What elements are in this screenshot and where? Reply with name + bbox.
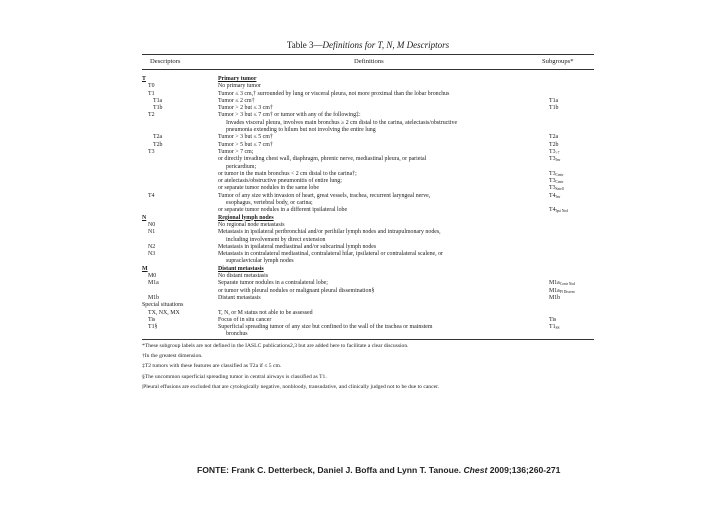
descriptor-cell: N1 [148, 229, 156, 236]
table-row [142, 149, 594, 156]
definition-cell: or tumor in the main bronchus < 2 cm distal to the carina†; [218, 170, 357, 177]
table-row [142, 229, 594, 236]
subgroup-label: T2b [549, 141, 559, 148]
descriptor-cell: M [142, 265, 148, 272]
definition-cell: bronchus [226, 331, 248, 338]
table-row [142, 331, 594, 338]
table-row [142, 222, 594, 229]
definition-cell: Distant metastasis [218, 294, 261, 301]
subgroup-label: M1b [549, 294, 561, 301]
table-row [142, 193, 594, 200]
source-suffix: 2009;136;260-271 [489, 465, 561, 475]
footnote: |Pleural effusions are excluded that are cytologically negative, nonbloody, transudative, and clinically judged not to be due to cancer. [142, 383, 440, 390]
subgroup-label: M1a [549, 287, 560, 294]
table-row [142, 288, 594, 295]
descriptor-cell: Tis [148, 316, 156, 323]
definition-cell: Superficial spreading tumor of any size but confined to the wall of the trachea or mainstem [218, 324, 433, 331]
descriptor-cell: M1a [148, 280, 159, 287]
descriptor-cell: T1§ [148, 324, 158, 331]
descriptor-cell: TX, NX, MX [148, 309, 180, 316]
descriptor-cell: N0 [148, 221, 156, 228]
table-row [142, 164, 594, 171]
definition-cell: Separate tumor nodules in a contralateral lobe; [218, 280, 328, 287]
table-row [142, 302, 594, 309]
footnote: ‡T2 tumors with these features are classified as T2a if ≤ 5 cm. [142, 363, 282, 370]
table-header [142, 54, 594, 70]
descriptor-cell: N2 [148, 243, 156, 250]
descriptor-cell: N [142, 214, 147, 221]
table-row [142, 324, 594, 331]
definition-cell: Regional lymph nodes [218, 214, 274, 221]
definition-cell: Tumor ≤ 3 cm,† surrounded by lung or visceral pleura, not more proximal than the lobar bronchus [218, 90, 450, 97]
definition-cell: or separate tumor nodules in the same lobe [218, 185, 319, 192]
definition-cell: Tumor > 5 but ≤ 7 cm† [218, 141, 273, 148]
source-prefix: FONTE: Frank C. Detterbeck, Daniel J. Boffa and Lynn T. Tanoue. [197, 465, 462, 475]
table-row [142, 244, 594, 251]
table-row [142, 134, 594, 141]
table-row [142, 112, 594, 119]
descriptor-cell: T0 [148, 83, 155, 90]
table-page [142, 40, 594, 391]
table-title-prefix: Table 3— [286, 40, 323, 50]
table-row [142, 76, 594, 83]
footnote: *These subgroup labels are not defined in the IASLC publications2,3 but are added here to facilitate a clear discussion. [142, 342, 409, 349]
definition-cell: Primary tumor [218, 76, 257, 82]
subgroup-label: T2a [549, 134, 559, 141]
table-row [142, 171, 594, 178]
definition-cell: supraclavicular lymph nodes [226, 258, 294, 265]
subgroup-cell [549, 98, 558, 105]
table-row [142, 295, 594, 302]
definition-cell: pericardium; [226, 163, 257, 170]
table-row [142, 237, 594, 244]
table-row [142, 142, 594, 149]
subgroup-subscript: SS [555, 326, 560, 331]
table-row [142, 98, 594, 105]
table-row [142, 127, 594, 134]
definition-cell: Invades visceral pleura, involves main bronchus ≥ 2 cm distal to the carina, atelectasis/obstructive [226, 119, 458, 126]
subgroup-label: Tis [549, 316, 557, 323]
table-title [142, 40, 594, 50]
table-row [142, 91, 594, 98]
header-definitions: Definitions [354, 58, 384, 65]
descriptor-cell: M0 [148, 273, 157, 280]
header-descriptors: Descriptors [150, 58, 181, 65]
table-row [142, 215, 594, 222]
table-title-italic: Definitions for T, N, M Descriptors [322, 40, 450, 50]
descriptor-cell: T1a [153, 97, 163, 104]
subgroup-label: T4 [549, 207, 556, 214]
descriptor-cell: N3 [148, 251, 156, 258]
table-row [142, 185, 594, 192]
subgroup-cell [549, 317, 556, 324]
subgroup-label: T1b [549, 105, 559, 112]
subgroup-label: T3 [549, 185, 556, 192]
definition-cell: Tumor > 3 but ≤ 7 cm† or tumor with any of the following‡: [218, 112, 361, 119]
definition-cell: Metastasis in contralateral mediastinal, contralateral hilar, ipsilateral or contralateral scalene, or [218, 251, 443, 258]
definition-cell: Tumor of any size with invasion of heart, great vessels, trachea, recurrent laryngeal nerve, [218, 192, 431, 199]
table-row [142, 200, 594, 207]
subgroup-subscript: >7 [555, 150, 560, 155]
subgroup-label: T1a [549, 97, 559, 104]
definition-cell: Metastasis in ipsilateral mediastinal and/or subcarinal lymph nodes [218, 243, 377, 250]
table-row [142, 120, 594, 127]
table-row [142, 251, 594, 258]
descriptor-cell: T4 [148, 192, 155, 199]
definition-cell: or directly invading chest wall, diaphragm, phrenic nerve, mediastinal pleura, or parietal [218, 156, 427, 163]
subgroup-cell [549, 142, 559, 149]
definition-cell: Focus of in situ cancer [218, 316, 272, 323]
definition-cell: Distant metastasis [218, 265, 264, 272]
table-row [142, 310, 594, 317]
definition-cell: Tumor > 7 cm; [218, 148, 254, 155]
subgroup-cell [549, 105, 559, 112]
table-bottom-rule [142, 339, 594, 340]
table-row [142, 258, 594, 265]
definition-cell: Tumor > 3 but ≤ 5 cm† [218, 134, 273, 141]
definition-cell: T, N, or M status not able to be assessed [218, 309, 313, 316]
descriptor-cell: T2 [148, 112, 155, 119]
definition-cell: or tumor with pleural nodules or malignant pleural dissemination§ [218, 287, 375, 294]
subgroup-subscript: Ipsi Nod [555, 209, 569, 214]
table-row [142, 280, 594, 287]
descriptor-cell: M1b [148, 294, 160, 301]
table-row [142, 105, 594, 112]
subgroup-label: T3 [549, 148, 556, 155]
subgroup-label: T1 [549, 324, 556, 331]
header-subgroups: Subgroups* [542, 58, 574, 65]
subgroup-subscript: Centr [555, 180, 564, 185]
table-row [142, 273, 594, 280]
definition-cell: No distant metastasis [218, 273, 269, 280]
subgroup-subscript: Pl Dissem [559, 289, 575, 294]
source-citation [197, 465, 560, 475]
footnote: †In the greatest dimension. [142, 352, 203, 359]
definition-cell: or atelectasis/obstructive pneumonitis of entire lung; [218, 178, 342, 185]
subgroup-cell [549, 295, 560, 302]
definition-cell: No primary tumor [218, 83, 261, 90]
descriptor-cell: T2b [153, 141, 163, 148]
definition-cell: pneumonia extending to hilum but not involving the entire lung [226, 127, 376, 134]
definition-cell: Tumor ≤ 2 cm† [218, 97, 255, 104]
table-row [142, 83, 594, 90]
subgroup-subscript: Inv [555, 158, 561, 163]
definition-cell: including involvement by direct extension [226, 236, 326, 243]
footnotes [142, 343, 594, 391]
definition-cell: No regional node metastasis [218, 221, 285, 228]
subgroup-label: T3 [549, 156, 556, 163]
table-row [142, 156, 594, 163]
subgroup-label: T4 [549, 192, 556, 199]
table-body [142, 76, 594, 339]
descriptor-cell: T1 [148, 90, 155, 97]
subgroup-subscript: Inv [555, 194, 561, 199]
subgroup-label: T3 [549, 178, 556, 185]
definition-cell: Metastasis in ipsilateral peribronchial and/or perihilar lymph nodes and intrapulmonary nodes, [218, 229, 441, 236]
definition-cell: esophagus, vertebral body, or carina; [226, 200, 313, 207]
table-row [142, 178, 594, 185]
subgroup-subscript: Centr [555, 172, 564, 177]
definition-cell: or separate tumor nodules in a different ipsilateral lobe [218, 207, 348, 214]
definition-cell: Tumor > 2 but ≤ 3 cm† [218, 105, 273, 112]
table-row [142, 317, 594, 324]
subgroup-label: M1a [549, 280, 560, 287]
descriptor-cell: T [142, 76, 146, 82]
descriptor-cell: Special situations [142, 302, 184, 309]
subgroup-label: T3 [549, 170, 556, 177]
subgroup-subscript: Satell [555, 187, 564, 192]
source-journal: Chest [463, 465, 488, 475]
descriptor-cell: T3 [148, 148, 155, 155]
descriptor-cell: T1b [153, 105, 163, 112]
table-row [142, 207, 594, 214]
descriptor-cell: T2a [153, 134, 163, 141]
subgroup-cell [549, 134, 558, 141]
footnote: §The uncommon superficial spreading tumor in central airways is classified as T1. [142, 373, 327, 380]
subgroup-subscript: Contr Nod [559, 282, 576, 287]
table-row [142, 266, 594, 273]
